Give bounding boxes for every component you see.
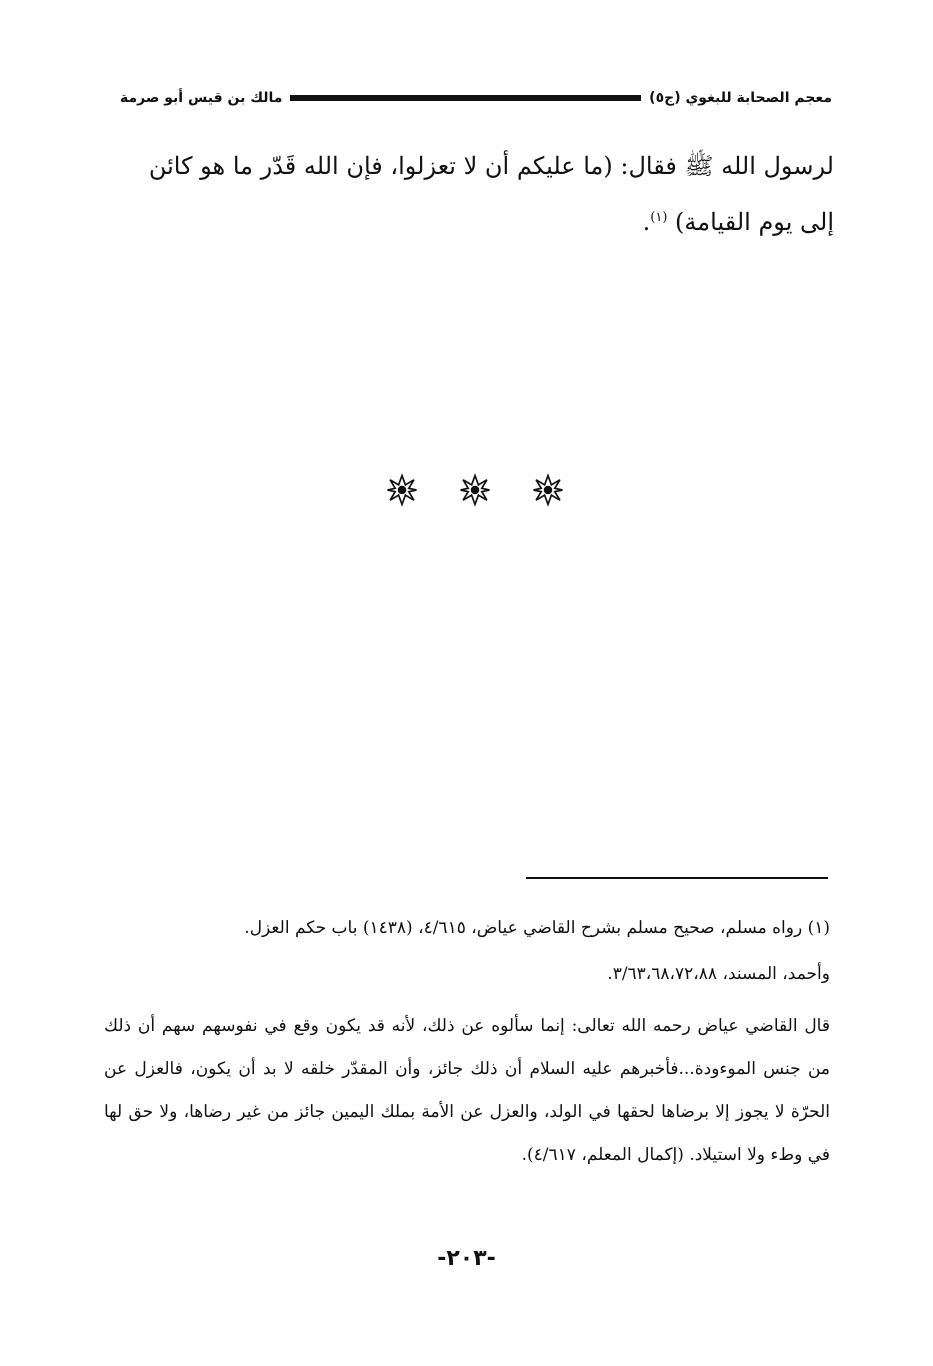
main-text-line-2 [118,194,834,250]
footnote-1-line-2: وأحمد، المسند، ٣/٦٣،٦٨،٧٢،٨٨. [607,964,830,984]
header-rule [290,95,641,101]
header-book-title: معجم الصحابة للبغوي (ج٥) [649,90,832,106]
main-text-line-2-text: إلى يوم القيامة) [675,208,834,236]
running-header [120,86,832,110]
main-text [118,138,834,250]
footnotes [104,905,830,1177]
header-section-title: مالك بن قيس أبو صرمة [120,90,283,106]
footnote-1-commentary: قال القاضي عياض رحمه الله تعالى: إنما سألوه عن ذلك، لأنه قد يكون وقع في نفوسهم سهم أن ذلك من جنس الموءودة...فأخبرهم عليه السلام أن ذلك جائز، وأن المقدّر خلقه لا بد أن يكون، فالعزل عن الحرّة لا يجوز إلا برضاها لحقها في الولد، والعزل عن الأمة بملك اليمين جائز من غير رضاها، ولا حق لها في وطء ولا استيلاد. (إكمال المعلم، ٤/٦١٧). [104,1016,830,1165]
eight-point-star-icon [385,473,419,507]
page-number: -٢٠٣- [437,1246,496,1271]
footnote-1-line-1: (١) رواه مسلم، صحيح مسلم بشرح القاضي عياض، ٤/٦١٥، (١٤٣٨) باب حكم العزل. [244,918,830,938]
main-text-line-1: لرسول الله ﷺ فقال: (ما عليكم أن لا تعزلوا، فإن الله قَدّر ما هو كائن [148,152,834,180]
footnote-reference[interactable]: (١) [650,210,668,225]
eight-point-star-icon [458,473,492,507]
eight-point-star-icon [531,473,565,507]
section-separator [385,470,565,510]
main-text-line-2-end: . [642,208,651,236]
footnote-separator-rule [526,877,828,879]
